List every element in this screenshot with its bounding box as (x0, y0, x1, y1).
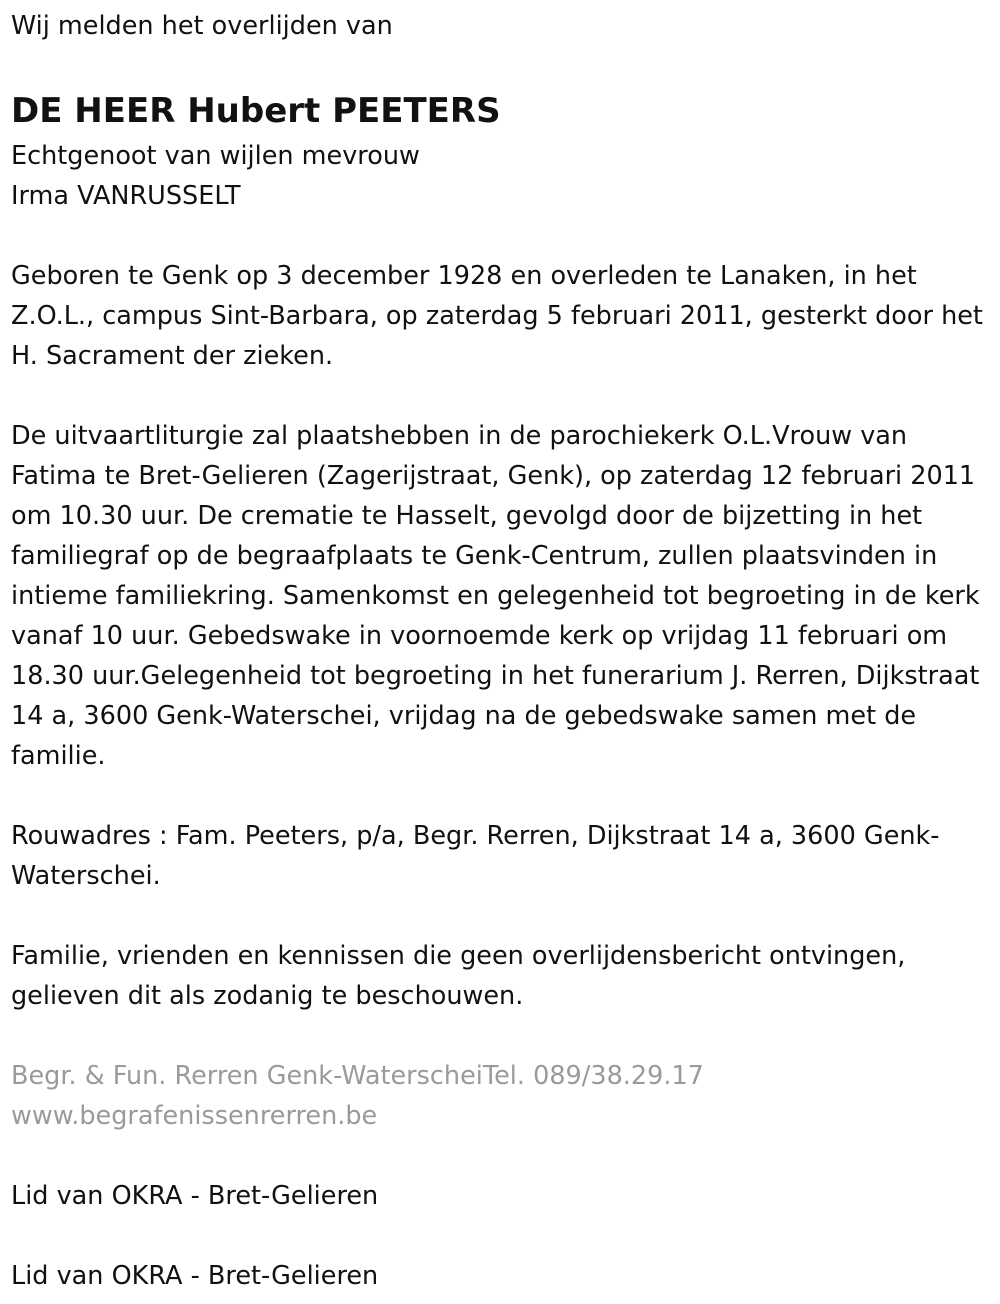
birth-death-paragraph (11, 256, 989, 376)
birth-death-text: Geboren te Genk op 3 december 1928 en overleden te Lanaken, in het Z.O.L., campus Sint-Barbara, op zaterdag 5 februari 2011, gesterkt door het H. Sacrament der zieken. (11, 261, 983, 371)
membership-1 (11, 1176, 989, 1216)
spouse-line-2: Irma VANRUSSELT (11, 181, 241, 211)
funeral-paragraph (11, 416, 989, 776)
address-text: Rouwadres : Fam. Peeters, p/a, Begr. Rerren, Dijkstraat 14 a, 3600 Genk-Waterschei. (11, 821, 940, 891)
funeral-home-info (11, 1056, 989, 1136)
funeral-home-website: www.begrafenissenrerren.be (11, 1101, 378, 1131)
spouse-line-1: Echtgenoot van wijlen mevrouw (11, 141, 420, 171)
intro-text: Wij melden het overlijden van (11, 11, 393, 41)
funeral-text: De uitvaartliturgie zal plaatshebben in de parochiekerk O.L.Vrouw van Fatima te Bret-Gelieren (Zagerijstraat, Genk), op zaterdag 12 februari 2011 om 10.30 uur. De crematie te Hasselt, gevolgd door de bijzetting in het familiegraf op de begraafplaats te Genk-Centrum, zullen plaatsvinden in intieme familiekring. Samenkomst en gelegenheid tot begroeting in de kerk vanaf 10 uur. Gebedswake in voornoemde kerk op vrijdag 11 februari om 18.30 uur.Gelegenheid tot begroeting in het funerarium J. Rerren, Dijkstraat 14 a, 3600 Genk-Waterschei, vrijdag na de gebedswake samen met de familie. (11, 421, 980, 771)
membership-2 (11, 1256, 989, 1296)
address-paragraph (11, 816, 989, 896)
funeral-home-line-1: Begr. & Fun. Rerren Genk-WaterscheiTel. 089/38.29.17 (11, 1061, 704, 1091)
deceased-name: DE HEER Hubert PEETERS (11, 91, 501, 131)
spacer (11, 216, 989, 256)
membership-text-2: Lid van OKRA - Bret-Gelieren (11, 1261, 379, 1291)
closing-text: Familie, vrienden en kennissen die geen overlijdensbericht ontvingen, gelieven dit als zodanig te beschouwen. (11, 941, 906, 1011)
closing-paragraph (11, 936, 989, 1016)
membership-text-1: Lid van OKRA - Bret-Gelieren (11, 1181, 379, 1211)
deceased-header (11, 86, 989, 216)
